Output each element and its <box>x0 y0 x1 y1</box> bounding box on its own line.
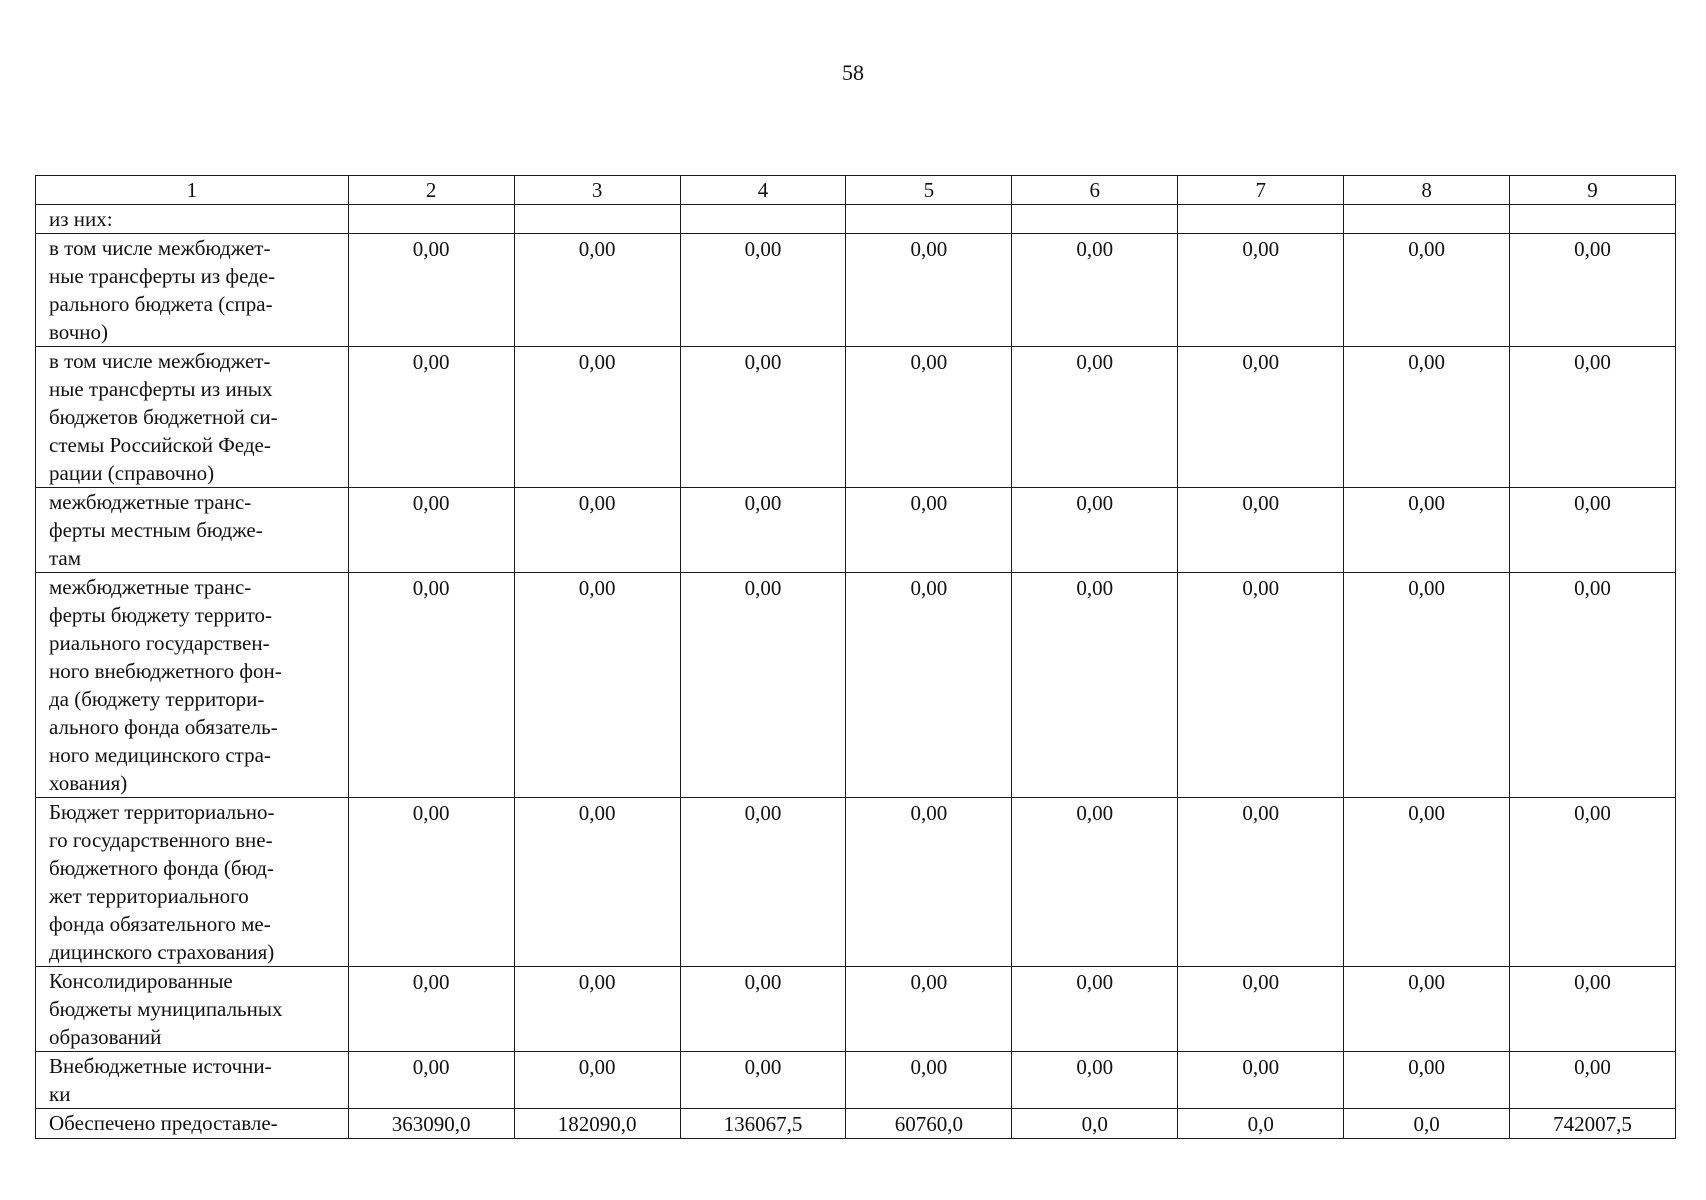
row-label-line: дицинского страхования) <box>49 940 275 964</box>
value-cell-col-7: 0,00 <box>1178 798 1344 967</box>
value-cell-col-2: 0,00 <box>348 1052 514 1109</box>
row-label-line: да (бюджету территори- <box>49 687 265 711</box>
row-label <box>36 488 349 573</box>
value-cell-col-6: 0,00 <box>1012 234 1178 347</box>
value-cell-col-3: 0,00 <box>514 798 680 967</box>
value-cell-col-9: 0,00 <box>1510 573 1676 798</box>
value-cell-col-4: 0,00 <box>680 234 846 347</box>
table-row <box>36 488 1676 573</box>
column-header-8: 8 <box>1344 176 1510 205</box>
value-cell-col-8: 0,00 <box>1344 234 1510 347</box>
value-cell-col-8: 0,00 <box>1344 798 1510 967</box>
value-cell-col-4: 0,00 <box>680 967 846 1052</box>
value-cell-col-7: 0,00 <box>1178 488 1344 573</box>
value-cell-col-5: 0,00 <box>846 234 1012 347</box>
value-cell-col-3: 0,00 <box>514 1052 680 1109</box>
value-cell-col-6: 0,0 <box>1012 1109 1178 1139</box>
value-cell-col-3: 0,00 <box>514 347 680 488</box>
row-label-line: ферты бюджету террито- <box>49 603 273 627</box>
value-cell-col-6 <box>1012 205 1178 234</box>
row-label-line: вочно) <box>49 320 109 344</box>
value-cell-col-8: 0,00 <box>1344 573 1510 798</box>
row-label-line: стемы Российской Феде- <box>49 433 271 457</box>
row-label-line: бюджетов бюджетной си- <box>49 405 278 429</box>
value-cell-col-4: 0,00 <box>680 573 846 798</box>
table-row <box>36 205 1676 234</box>
value-cell-col-2: 363090,0 <box>348 1109 514 1139</box>
row-label <box>36 205 349 234</box>
value-cell-col-8: 0,00 <box>1344 1052 1510 1109</box>
value-cell-col-9: 0,00 <box>1510 347 1676 488</box>
row-label-line: ного медицинского стра- <box>49 743 271 767</box>
value-cell-col-9 <box>1510 205 1676 234</box>
value-cell-col-8: 0,0 <box>1344 1109 1510 1139</box>
row-label-line: из них: <box>49 207 113 231</box>
value-cell-col-2: 0,00 <box>348 967 514 1052</box>
row-label-line: Консолидированные <box>49 969 233 993</box>
row-label-line: Бюджет территориально- <box>49 800 275 824</box>
row-label-line: ные трансферты из феде- <box>49 264 276 288</box>
row-label-line: бюджетного фонда (бюд- <box>49 856 274 880</box>
value-cell-col-7 <box>1178 205 1344 234</box>
column-header-5: 5 <box>846 176 1012 205</box>
value-cell-col-9: 0,00 <box>1510 1052 1676 1109</box>
row-label <box>36 1052 349 1109</box>
table-body <box>36 176 1676 1139</box>
value-cell-col-6: 0,00 <box>1012 347 1178 488</box>
value-cell-col-6: 0,00 <box>1012 573 1178 798</box>
value-cell-col-4 <box>680 205 846 234</box>
value-cell-col-5: 0,00 <box>846 573 1012 798</box>
row-label-line: в том числе межбюджет- <box>49 236 271 260</box>
value-cell-col-5 <box>846 205 1012 234</box>
value-cell-col-3: 0,00 <box>514 488 680 573</box>
value-cell-col-4: 0,00 <box>680 488 846 573</box>
row-label-line: рации (справочно) <box>49 461 215 485</box>
value-cell-col-7: 0,00 <box>1178 234 1344 347</box>
value-cell-col-5: 0,00 <box>846 967 1012 1052</box>
value-cell-col-8: 0,00 <box>1344 347 1510 488</box>
row-label-line: фонда обязательного ме- <box>49 912 271 936</box>
table-row <box>36 347 1676 488</box>
value-cell-col-9: 0,00 <box>1510 234 1676 347</box>
row-label <box>36 967 349 1052</box>
value-cell-col-6: 0,00 <box>1012 967 1178 1052</box>
row-label <box>36 347 349 488</box>
value-cell-col-3: 0,00 <box>514 234 680 347</box>
value-cell-col-7: 0,0 <box>1178 1109 1344 1139</box>
row-label-line: риального государствен- <box>49 631 270 655</box>
value-cell-col-5: 60760,0 <box>846 1109 1012 1139</box>
value-cell-col-9: 0,00 <box>1510 798 1676 967</box>
value-cell-col-3: 0,00 <box>514 573 680 798</box>
value-cell-col-6: 0,00 <box>1012 488 1178 573</box>
row-label-line: в том числе межбюджет- <box>49 349 271 373</box>
value-cell-col-3 <box>514 205 680 234</box>
row-label-line: там <box>49 546 82 570</box>
value-cell-col-6: 0,00 <box>1012 1052 1178 1109</box>
row-label-line: жет территориального <box>49 884 249 908</box>
row-label-line: хования) <box>49 771 128 795</box>
table-row <box>36 573 1676 798</box>
value-cell-col-7: 0,00 <box>1178 1052 1344 1109</box>
header-row <box>36 176 1676 205</box>
row-label-line: межбюджетные транс- <box>49 490 252 514</box>
value-cell-col-3: 0,00 <box>514 967 680 1052</box>
value-cell-col-7: 0,00 <box>1178 573 1344 798</box>
column-header-9: 9 <box>1510 176 1676 205</box>
page-number: 58 <box>842 60 864 85</box>
row-label-line: ного внебюджетного фон- <box>49 659 282 683</box>
column-header-4: 4 <box>680 176 846 205</box>
column-header-1: 1 <box>36 176 349 205</box>
row-label <box>36 573 349 798</box>
value-cell-col-5: 0,00 <box>846 488 1012 573</box>
row-label-line: Обеспечено предоставле- <box>49 1111 278 1135</box>
value-cell-col-8 <box>1344 205 1510 234</box>
value-cell-col-4: 136067,5 <box>680 1109 846 1139</box>
row-label-line: бюджеты муниципальных <box>49 997 283 1021</box>
row-label-line: ные трансферты из иных <box>49 377 273 401</box>
table-row <box>36 1052 1676 1109</box>
value-cell-col-3: 182090,0 <box>514 1109 680 1139</box>
column-header-7: 7 <box>1178 176 1344 205</box>
value-cell-col-9: 742007,5 <box>1510 1109 1676 1139</box>
value-cell-col-4: 0,00 <box>680 798 846 967</box>
row-label-line: Внебюджетные источни- <box>49 1054 272 1078</box>
column-header-2: 2 <box>348 176 514 205</box>
row-label <box>36 234 349 347</box>
value-cell-col-2: 0,00 <box>348 798 514 967</box>
value-cell-col-9: 0,00 <box>1510 967 1676 1052</box>
table-row <box>36 967 1676 1052</box>
budget-table <box>35 175 1676 1139</box>
value-cell-col-5: 0,00 <box>846 798 1012 967</box>
table-row <box>36 798 1676 967</box>
column-header-6: 6 <box>1012 176 1178 205</box>
value-cell-col-4: 0,00 <box>680 1052 846 1109</box>
value-cell-col-4: 0,00 <box>680 347 846 488</box>
row-label <box>36 798 349 967</box>
value-cell-col-2: 0,00 <box>348 573 514 798</box>
value-cell-col-2: 0,00 <box>348 234 514 347</box>
value-cell-col-5: 0,00 <box>846 1052 1012 1109</box>
value-cell-col-2: 0,00 <box>348 488 514 573</box>
value-cell-col-2: 0,00 <box>348 347 514 488</box>
row-label-line: рального бюджета (спра- <box>49 292 273 316</box>
table-row <box>36 234 1676 347</box>
column-header-3: 3 <box>514 176 680 205</box>
row-label-line: ферты местным бюдже- <box>49 518 263 542</box>
value-cell-col-7: 0,00 <box>1178 347 1344 488</box>
row-label-line: образований <box>49 1025 162 1049</box>
value-cell-col-7: 0,00 <box>1178 967 1344 1052</box>
value-cell-col-5: 0,00 <box>846 347 1012 488</box>
row-label-line: ального фонда обязатель- <box>49 715 278 739</box>
row-label-line: ки <box>49 1082 71 1106</box>
row-label-line: го государственного вне- <box>49 828 273 852</box>
value-cell-col-6: 0,00 <box>1012 798 1178 967</box>
value-cell-col-9: 0,00 <box>1510 488 1676 573</box>
value-cell-col-8: 0,00 <box>1344 488 1510 573</box>
value-cell-col-8: 0,00 <box>1344 967 1510 1052</box>
table-row <box>36 1109 1676 1139</box>
row-label <box>36 1109 349 1139</box>
row-label-line: межбюджетные транс- <box>49 575 252 599</box>
value-cell-col-2 <box>348 205 514 234</box>
